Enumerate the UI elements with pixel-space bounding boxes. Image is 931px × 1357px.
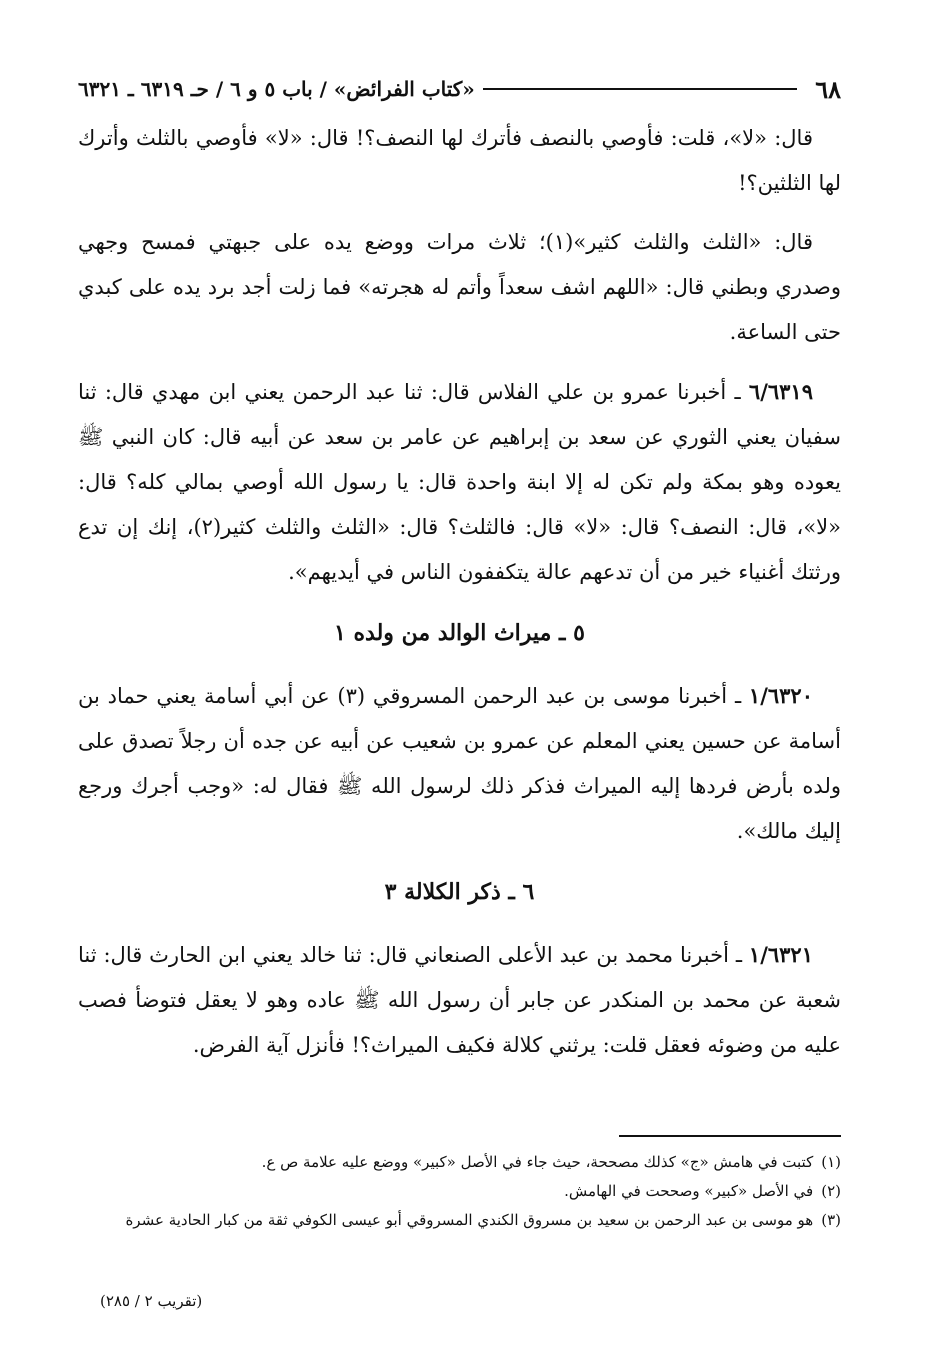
hadith-text: ـ أخبرنا محمد بن عبد الأعلى الصنعاني قال: ثنا خالد يعني ابن الحارث قال: ثنا شعبة عن محمد بن المنكدر عن جابر أن رسول الله ﷺ عاده وهو لا يعقل فتوضأ فصب عليه من وضوئه فعقل قلت: يرثني كلالة فكيف الميراث؟! فأنزل آية الفرض.	[78, 943, 841, 1057]
hadith-paragraph	[78, 932, 841, 1068]
running-head: «كتاب الفرائض» / باب ٥ و ٦ / حـ ٦٣١٩ ـ ٦٣٢١	[78, 77, 475, 101]
page-number: ٦٨	[815, 74, 841, 104]
footnote	[78, 1148, 841, 1177]
footnote-marker: (٣)	[821, 1211, 841, 1229]
hadith-number: ٦/٦٣١٩	[748, 379, 813, 404]
page-body	[78, 116, 841, 1082]
hadith-text: ـ أخبرنا عمرو بن علي الفلاس قال: ثنا عبد الرحمن يعني ابن مهدي قال: ثنا سفيان يعني الثوري عن سعد بن إبراهيم عن عامر بن سعد عن أبيه قال: كان النبي ﷺ يعوده وهو بمكة ولم تكن له إلا ابنة واحدة قال: يا رسول الله أوصي بمالي كله؟ قال: «لا»، قال: النصف؟ قال: «لا» قال: فالثلث؟ قال: «الثلث والثلث كثير(٢)، إنك إن تدع ورثتك أغنياء خير من أن تدعهم عالة يتكففون الناس في أيديهم».	[78, 380, 841, 584]
footnote-rule	[619, 1135, 841, 1137]
footnote	[78, 1177, 841, 1206]
paragraph: قال: «الثلث والثلث كثير»(١)؛ ثلاث مرات ووضع يده على جبهتي فمسح وجهي وصدري وبطني قال: «اللهم اشف سعداً وأتم له هجرته» فما زلت أجد برد يده على كبدي حتى الساعة.	[78, 230, 841, 344]
footnotes	[78, 1148, 841, 1235]
hadith-paragraph	[78, 369, 841, 595]
chapter-heading: ٥ ـ ميراث الوالد من ولده ١	[334, 620, 585, 646]
hadith-number: ١/٦٣٢٠	[748, 683, 813, 708]
paragraph: قال: «لا»، قلت: فأوصي بالنصف فأترك لها النصف؟! قال: «لا» فأوصي بالثلث وأترك لها الثلثين؟!	[78, 126, 841, 195]
hadith-text: ـ أخبرنا موسى بن عبد الرحمن المسروقي (٣) عن أبي أسامة يعني حماد بن أسامة عن حسين يعني المعلم عن عمرو بن شعيب عن أبيه عن جده أن رجلاً تصدق على ولده بأرض فردها إليه الميراث فذكر ذلك لرسول الله ﷺ فقال له: «وجب أجرك ورجع إليك مالك».	[78, 684, 841, 843]
footnote-text: في الأصل «كبير» وصححت في الهامش.	[564, 1182, 814, 1200]
header-rule	[483, 88, 797, 90]
footnote-text: هو موسى بن عبد الرحمن بن سعيد بن مسروق الكندي المسروقي أبو عيسى الكوفي ثقة من كبار الحادية عشرة	[125, 1211, 814, 1229]
hadith-number: ١/٦٣٢١	[748, 942, 813, 967]
page-header	[78, 72, 841, 106]
page-reference: (تقريب ٢ / ٢٨٥)	[100, 1292, 203, 1310]
footnote-marker: (٢)	[821, 1182, 841, 1200]
footnote	[78, 1206, 841, 1235]
chapter-heading: ٦ ـ ذكر الكلالة ٣	[384, 879, 535, 905]
footnote-text: كتبت في هامش «ج» كذلك مصححة، حيث جاء في الأصل «كبير» ووضع عليه علامة ص ع.	[261, 1153, 814, 1171]
hadith-paragraph	[78, 673, 841, 854]
footnote-marker: (١)	[821, 1153, 841, 1171]
